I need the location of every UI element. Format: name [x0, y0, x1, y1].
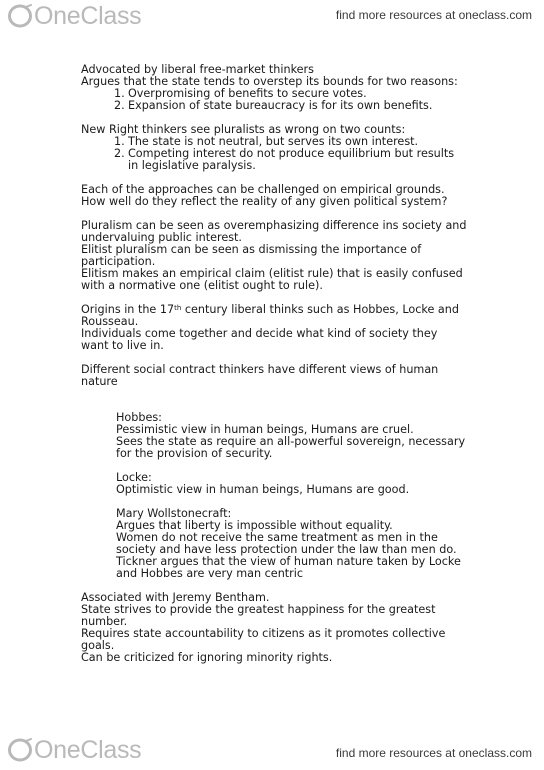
oneclass-logo-header[interactable]: [7, 4, 141, 28]
list-item: 2. Expansion of state bureaucracy is for its own benefits.: [114, 99, 433, 112]
text-line: want to live in.: [81, 339, 164, 352]
indented-line: Sees the state as require an all-powerful sovereign, necessary: [116, 435, 466, 448]
indented-heading: Hobbes:: [116, 411, 162, 424]
text-line: Different social contract thinkers have different views of human: [81, 363, 439, 376]
list-item-continuation: in legislative paralysis.: [128, 159, 256, 172]
text-line: Requires state accountability to citizens as it promotes collective: [81, 627, 446, 640]
oneclass-o-icon: [7, 738, 33, 762]
text-line: Individuals come together and decide what kind of society they: [81, 327, 438, 340]
oneclass-logo-footer[interactable]: [7, 738, 141, 762]
indented-line: Tickner argues that the view of human nature taken by Locke: [116, 555, 461, 568]
indented-line: Argues that liberty is impossible without equality.: [116, 519, 393, 532]
text-line: Origins in the 17th century liberal thinks such as Hobbes, Locke and: [81, 303, 459, 316]
indented-line: and Hobbes are very man centric: [116, 567, 304, 580]
text-line: Pluralism can be seen as overemphasizing difference ins society and: [81, 219, 467, 232]
text-line: Elitism makes an empirical claim (elitist rule) that is easily confused: [81, 267, 463, 280]
text-line: Can be criticized for ignoring minority rights.: [81, 651, 333, 664]
text-line: Elitist pluralism can be seen as dismissing the importance of: [81, 243, 422, 256]
indented-heading: Locke:: [116, 471, 152, 484]
find-resources-link[interactable]: find more resources at oneclass.com: [335, 8, 532, 22]
indented-line: Women do not receive the same treatment as men in the: [116, 531, 438, 544]
text-line: nature: [81, 375, 118, 388]
document-body: [81, 64, 536, 664]
text-line: undervaluing public interest.: [81, 231, 242, 244]
find-resources-link[interactable]: find more resources at oneclass.com: [335, 746, 532, 760]
text-line: with a normative one (elitist ought to rule).: [81, 279, 323, 292]
list-item: 1. Overpromising of benefits to secure votes.: [114, 87, 367, 100]
text-line: number.: [81, 615, 128, 628]
brand-name: OneClass: [34, 736, 142, 764]
list-item: 1. The state is not neutral, but serves its own interest.: [114, 135, 419, 148]
text-line: Each of the approaches can be challenged on empirical grounds.: [81, 183, 445, 196]
text-line: participation.: [81, 255, 156, 268]
indented-line: Pessimistic view in human beings, Humans are cruel.: [116, 423, 414, 436]
text-line: goals.: [81, 639, 115, 652]
indented-heading: Mary Wollstonecraft:: [116, 507, 232, 520]
indented-line: for the provision of security.: [116, 447, 273, 460]
text-line: State strives to provide the greatest happiness for the greatest: [81, 603, 436, 616]
oneclass-o-icon: [7, 4, 33, 28]
list-item: 2. Competing interest do not produce equilibrium but results: [114, 147, 455, 160]
text-line: How well do they reflect the reality of any given political system?: [81, 195, 448, 208]
text-line: Rousseau.: [81, 315, 139, 328]
indented-line: society and have less protection under the law than men do.: [116, 543, 457, 556]
indented-line: Optimistic view in human beings, Humans are good.: [116, 483, 410, 496]
text-line: Argues that the state tends to overstep its bounds for two reasons:: [81, 75, 458, 88]
text-line: New Right thinkers see pluralists as wrong on two counts:: [81, 123, 406, 136]
text-line: Advocated by liberal free-market thinkers: [81, 63, 314, 76]
text-line: Associated with Jeremy Bentham.: [81, 591, 270, 604]
brand-name: OneClass: [34, 2, 142, 30]
